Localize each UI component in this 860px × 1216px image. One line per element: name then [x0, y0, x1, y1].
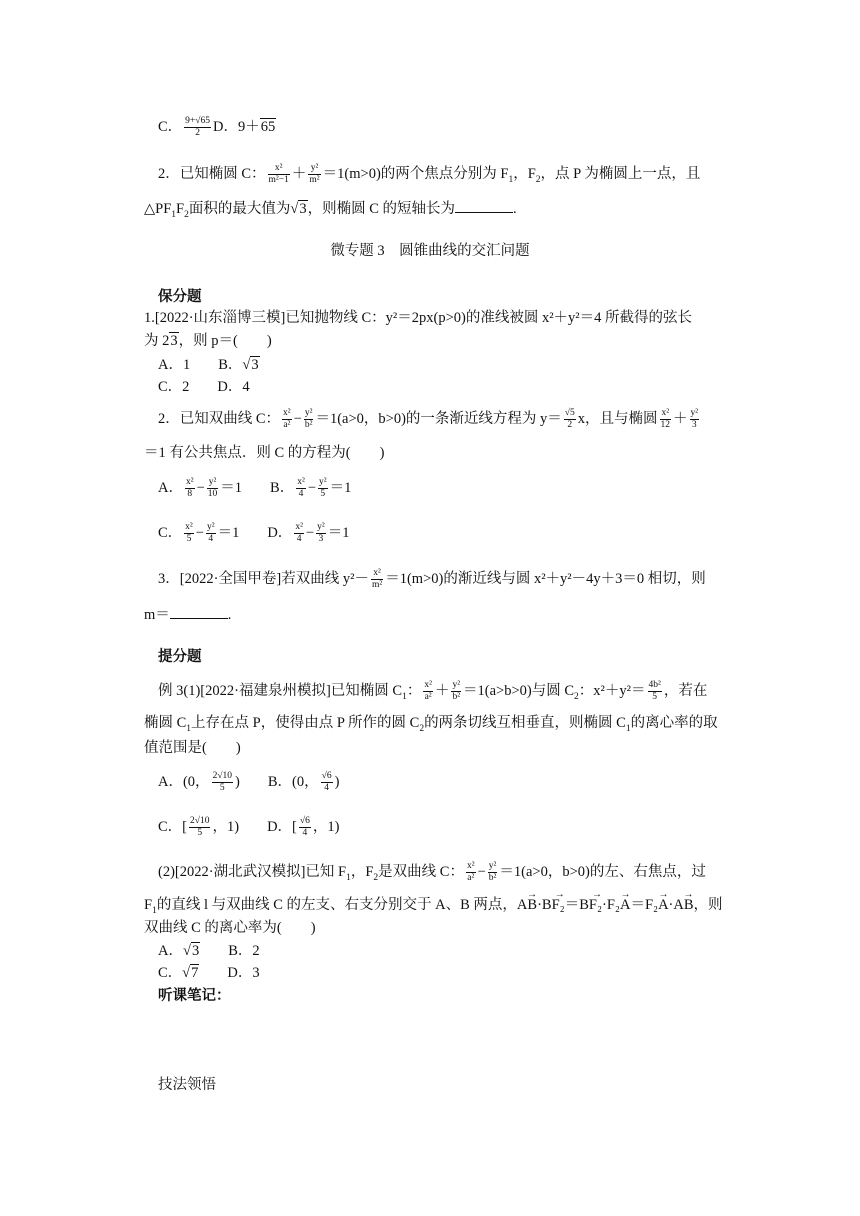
notes-label: 听课笔记：: [158, 988, 231, 1004]
basic-q2-line2: ＝1 有公共焦点．则 C 的方程为( ): [144, 445, 385, 461]
topic-title: 微专题 3 圆锥曲线的交汇问题: [330, 243, 530, 259]
answer-blank[interactable]: [170, 604, 228, 619]
answer-blank[interactable]: [455, 198, 513, 213]
option-d-label: D．9＋: [213, 119, 260, 135]
basic-q1-line2: 为 23，则 p＝( ): [144, 333, 272, 349]
basic-q2-options-cd: C． $\frac{\text{x²}}{5}$ − $\frac{\text{y²}}{4}$ ＝1 D． $\frac{\text{x²}}{4}$ − $\frac{\text{y²}}{3}$ ＝1: [158, 522, 350, 545]
basic-q2-line1: 2．已知双曲线 C： $\frac{\text{x²}}{\text{a²}}$ − $\frac{\text{y²}}{\text{b²}}$ ＝1(a>0，b>0)的一条渐近线方程为 y＝ $\frac{√5}{2}$ x，且与椭圆 $\frac{\text{x²}}{12}$ ＋ $\frac{\text{y²}}{3}$: [158, 408, 699, 431]
fraction: $\frac{9+√65}{2}$: [185, 116, 210, 139]
example3-1-line3: 值范围是( ): [144, 740, 241, 756]
prev-q2-line2: $\triangle PF_1F_2$面积的最大值为√3，则椭圆 C 的短轴长为 .: [144, 198, 517, 226]
example3-1-line1: 例 3(1)[2022·福建泉州模拟]已知椭圆 $C_1$： $\frac{\text{x²}}{\text{a²}}$ ＋ $\frac{\text{y²}}{\text{b²}}$ ＝1(a>b>0)与圆 $C_2$：x²＋y²＝ $\frac{\text{4b²}}{5}$ ，若在: [158, 680, 708, 703]
basic-q1-line1: 1.[2022·山东淄博三模]已知抛物线 C：y²＝2px(p>0)的准线被圆 x²＋y²＝4 所截得的弦长: [144, 310, 693, 326]
option-c-label: C．: [158, 119, 183, 135]
section-advanced-heading: 提分题: [158, 649, 202, 665]
example3-2-options-ab: A．√3 B．2: [158, 943, 260, 959]
basic-q2-options-ab: A． $\frac{\text{x²}}{8}$ − $\frac{\text{y²}}{10}$ ＝1 B． $\frac{\text{x²}}{4}$ − $\frac{\text{y²}}{5}$ ＝1: [158, 477, 352, 500]
example3-2-options-cd: C．√7 D．3: [158, 965, 260, 981]
prev-options-line: C． $\frac{9+√65}{2}$ D．9＋65: [158, 116, 276, 139]
example3-2-line2: $F_1$的直线 l 与双曲线 C 的左支、右支分别交于 A、B 两点，→ AB·→ BF₂＝→ BF₂·→ F₂A＝→ F₂A·→ AB，则: [144, 894, 723, 922]
prev-q2-line1: 2．已知椭圆 C： $\frac{\text{x²}}{\text{m²−1}}$ ＋ $\frac{\text{y²}}{\text{m²}}$ ＝1(m>0)的两个焦点分别为 $F_1$，$F_2$，点 P 为椭圆上一点，且: [158, 163, 701, 186]
basic-q1-options-cd: C．2 D．4: [158, 379, 250, 395]
basic-q1-options-ab: A．1 B．√3: [158, 357, 259, 373]
basic-q3-line2: m＝ .: [144, 604, 231, 626]
section-basic-heading: 保分题: [158, 289, 202, 305]
example3-1-line2: 椭圆 $C_1$上存在点 P，使得由点 P 所作的圆 $C_2$的两条切线互相垂直，则椭圆 $C_1$的离心率的取: [144, 715, 718, 734]
example3-2-line3: 双曲线 C 的离心率为( ): [144, 920, 316, 936]
technique-label: 技法领悟: [158, 1077, 216, 1093]
example3-1-options-ab: A．(0， $\frac{2√10}{5}$ ) B．(0， $\frac{√6}{4}$ ): [158, 771, 340, 794]
basic-q3-line1: 3．[2022·全国甲卷]若双曲线 y²－ $\frac{\text{x²}}{\text{m²}}$ ＝1(m>0)的渐近线与圆 x²＋y²－4y＋3＝0 相切，则: [158, 568, 706, 591]
example3-2-line1: (2)[2022·湖北武汉模拟]已知 $F_1$，$F_2$是双曲线 C： $\frac{\text{x²}}{\text{a²}}$ − $\frac{\text{y²}}{\text{b²}}$ ＝1(a>0，b>0)的左、右焦点，过: [158, 861, 706, 884]
example3-1-options-cd: C．[ $\frac{2√10}{5}$ ，1) D．[ $\frac{√6}{4}$ ，1): [158, 816, 340, 839]
